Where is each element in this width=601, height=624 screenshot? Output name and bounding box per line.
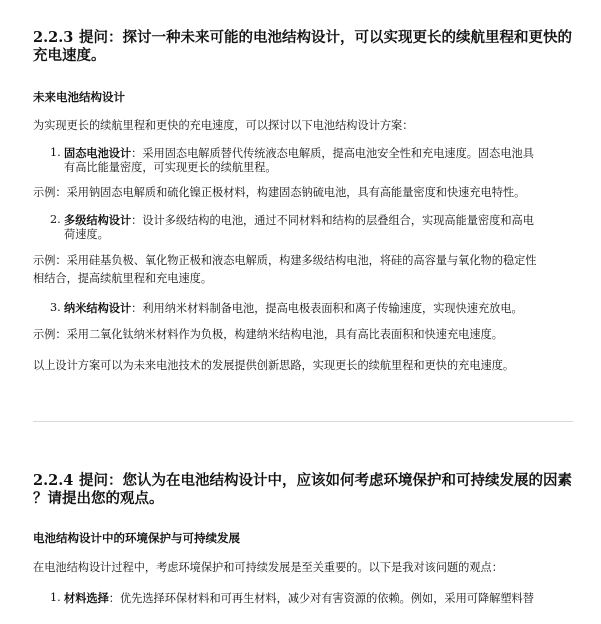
list-number: 3.: [50, 301, 61, 314]
list-text: ：利用纳米材料制备电池，提高电极表面积和离子传输速度，实现快速充放电。: [131, 302, 523, 315]
section-divider: [33, 421, 573, 422]
section-title-line1: 提问：探讨一种未来可能的电池结构设计，可以实现更长的续航里程和更快的: [79, 29, 572, 46]
section-number: 2.2.3: [33, 29, 74, 46]
intro-paragraph: 为实现更长的续航里程和更快的充电速度，可以探讨以下电池结构设计方案：: [33, 119, 414, 132]
example-paragraph: 示例：采用钠固态电解质和硫化镍正极材料，构建固态钠硫电池，具有高能量密度和快速充电特性。: [33, 186, 526, 199]
list-text: ：设计多级结构的电池，通过不同材料和结构的层叠组合，实现高能量密度和高电: [131, 214, 534, 227]
example-line: 示例：采用硅基负极、氧化物正极和液态电解质，构建多级结构电池，将硅的高容量与氧化物的稳定性: [33, 254, 537, 267]
list-number: 1.: [50, 591, 61, 604]
list-number: 2.: [50, 213, 61, 226]
section-heading-cont: [33, 47, 573, 65]
conclusion-paragraph: 以上设计方案可以为未来电池技术的发展提供创新思路，实现更长的续航里程和更快的充电速度。: [33, 359, 515, 372]
example-line: 相结合，提高续航里程和充电速度。: [33, 272, 213, 285]
section-heading: [33, 29, 573, 47]
list-text-cont: 有高比能量密度，可实现更长的续航里程。: [64, 161, 277, 174]
list-item: [50, 591, 570, 605]
list-term: 纳米结构设计: [64, 301, 132, 315]
section-title-line2: ？请提出您的观点。: [33, 490, 164, 507]
list-term: 多级结构设计: [64, 213, 132, 227]
section-heading: [33, 472, 573, 490]
section-heading-cont: [33, 490, 573, 508]
list-item: [50, 213, 570, 241]
subheading: 未来电池结构设计: [33, 90, 125, 104]
section-title-line2: 充电速度。: [33, 47, 106, 64]
list-text: ：优先选择环保材料和可再生材料，减少对有害资源的依赖。例如，采用可降解塑料替: [108, 592, 534, 605]
list-number: 1.: [50, 146, 61, 159]
section-title-line1: 提问：您认为在电池结构设计中，应该如何考虑环境保护和可持续发展的因素: [79, 472, 572, 489]
list-item: [50, 146, 570, 174]
section-number: 2.2.4: [33, 472, 74, 489]
example-paragraph: [33, 253, 573, 287]
list-term: 材料选择: [64, 591, 109, 605]
list-text-cont: 荷速度。: [64, 228, 109, 241]
intro-paragraph: 在电池结构设计过程中，考虑环境保护和可持续发展是至关重要的。以下是我对该问题的观点：: [33, 561, 503, 574]
list-term: 固态电池设计: [64, 146, 132, 160]
subheading: 电池结构设计中的环境保护与可持续发展: [33, 531, 240, 545]
list-item: [50, 301, 570, 315]
example-paragraph: 示例：采用二氧化钛纳米材料作为负极，构建纳米结构电池，具有高比表面积和快速充电速度。: [33, 328, 503, 341]
list-text: ：采用固态电解质替代传统液态电解质，提高电池安全性和充电速度。固态电池具: [131, 147, 534, 160]
